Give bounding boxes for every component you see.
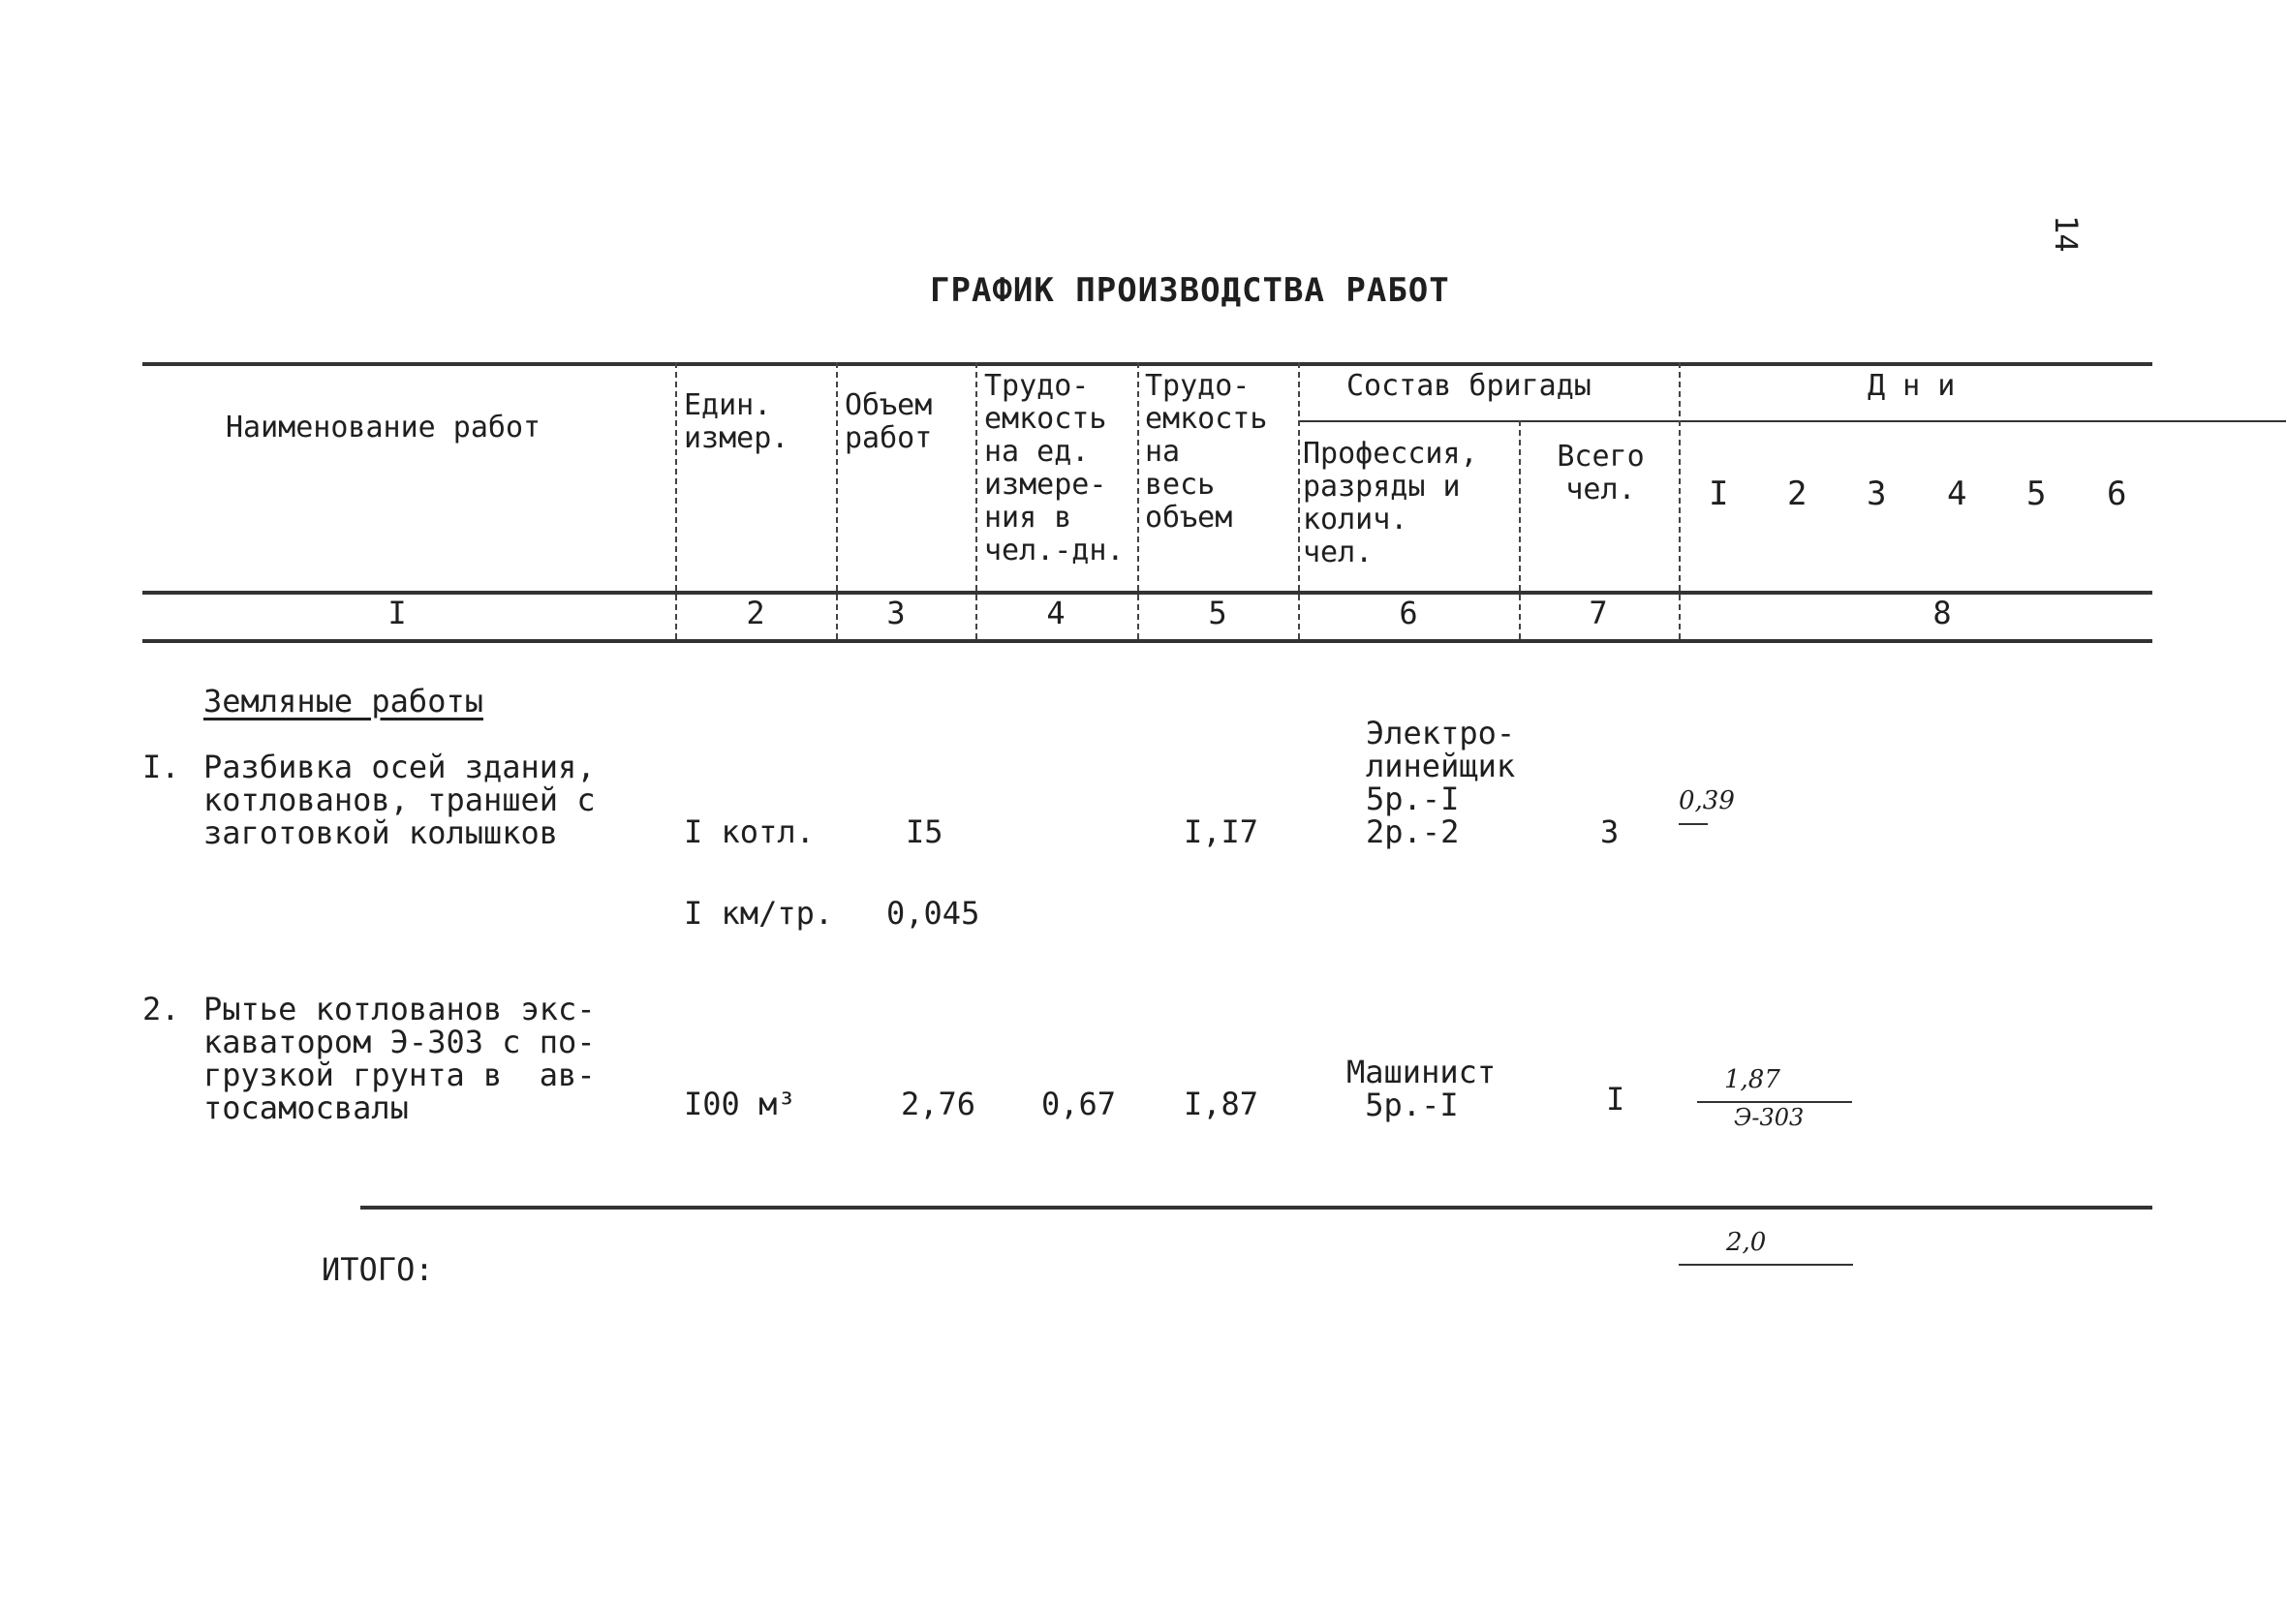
row-2-workers: I — [1606, 1081, 1625, 1118]
column-number-rule — [142, 639, 2152, 643]
day-3-label: 3 — [1867, 475, 1887, 513]
total-label: ИТОГО: — [322, 1251, 434, 1288]
column-number-6: 6 — [1399, 595, 1418, 631]
column-number-2: 2 — [746, 595, 765, 631]
row-2-labor-total: I,87 — [1184, 1086, 1259, 1122]
column-number-1: I — [387, 595, 407, 631]
header-volume: Объем работ — [845, 388, 933, 455]
day-5-label: 5 — [2026, 475, 2047, 513]
days-sub-rule — [1679, 420, 2152, 422]
page-number: 14 — [2048, 215, 2085, 253]
header-profession: Профессия, разряды и колич. чел. — [1303, 437, 1478, 569]
row-2-labor-per-unit: 0,67 — [1041, 1086, 1117, 1122]
header-total-workers: Всего чел. — [1557, 440, 1645, 506]
row-1-work-name: Разбивка осей здания, котлованов, траншей с заготовкой колышков — [203, 749, 596, 851]
column-number-8: 8 — [1932, 595, 1952, 631]
row-2-bar — [1697, 1101, 1852, 1103]
row-1-number: I. — [142, 749, 180, 785]
column-number-4: 4 — [1046, 595, 1066, 631]
row-2-work-name: Рытье котлованов экс- каватором Э-303 с по- грузкой грунта в ав- тосамосвалы — [203, 991, 596, 1126]
page-title: ГРАФИК ПРОИЗВОДСТВА РАБОТ — [930, 271, 1450, 310]
col-divider-4 — [1137, 362, 1139, 639]
row-2-number: 2. — [142, 991, 180, 1027]
row-1-labor-total: I,I7 — [1184, 813, 1259, 850]
row-1-unit-2: I км/тр. — [684, 895, 834, 932]
col-divider-5 — [1298, 362, 1300, 639]
table-top-rule — [142, 362, 2152, 366]
col-divider-1 — [675, 362, 677, 639]
section-heading: Земляные работы — [203, 683, 483, 720]
day-6-label: 6 — [2107, 475, 2127, 513]
row-2-machine-label: Э-303 — [1734, 1104, 1805, 1131]
column-number-5: 5 — [1208, 595, 1227, 631]
column-number-7: 7 — [1589, 595, 1608, 631]
row-1-volume-2: 0,045 — [886, 895, 980, 932]
total-bar — [1679, 1264, 1853, 1266]
day-1-label: I — [1709, 475, 1729, 513]
col-divider-6 — [1519, 420, 1521, 639]
row-1-profession: Электро- линейщик 5р.-I 2р.-2 — [1366, 715, 1516, 850]
row-1-volume: I5 — [906, 813, 943, 850]
header-labor-total: Трудо- емкость на весь объем — [1145, 369, 1268, 535]
col-divider-3 — [975, 362, 977, 639]
header-days: Д н и — [1868, 369, 1956, 403]
row-2-bar-label: 1,87 — [1724, 1065, 1780, 1094]
day-4-label: 4 — [1947, 475, 1967, 513]
day-2-label: 2 — [1787, 475, 1808, 513]
header-unit: Един. измер. — [684, 388, 789, 455]
header-brigade: Состав бригады — [1346, 369, 1592, 403]
row-1-bar — [1679, 823, 1708, 825]
row-1-bar-label: 0,39 — [1679, 786, 1735, 815]
col-divider-7 — [1679, 362, 1681, 639]
total-rule — [360, 1206, 2152, 1210]
row-1-workers: 3 — [1600, 813, 1620, 850]
row-2-profession: Машинист 5р.-I — [1346, 1054, 1497, 1123]
row-2-volume: 2,76 — [901, 1086, 976, 1122]
col-divider-2 — [836, 362, 838, 639]
row-2-unit: I00 м³ — [684, 1086, 796, 1122]
total-value: 2,0 — [1726, 1228, 1767, 1257]
column-number-3: 3 — [886, 595, 906, 631]
row-1-unit: I котл. — [684, 813, 815, 850]
header-work-name: Наименование работ — [226, 411, 541, 444]
header-labor-per-unit: Трудо- емкость на ед. измере- ния в чел.-дн. — [984, 369, 1125, 567]
